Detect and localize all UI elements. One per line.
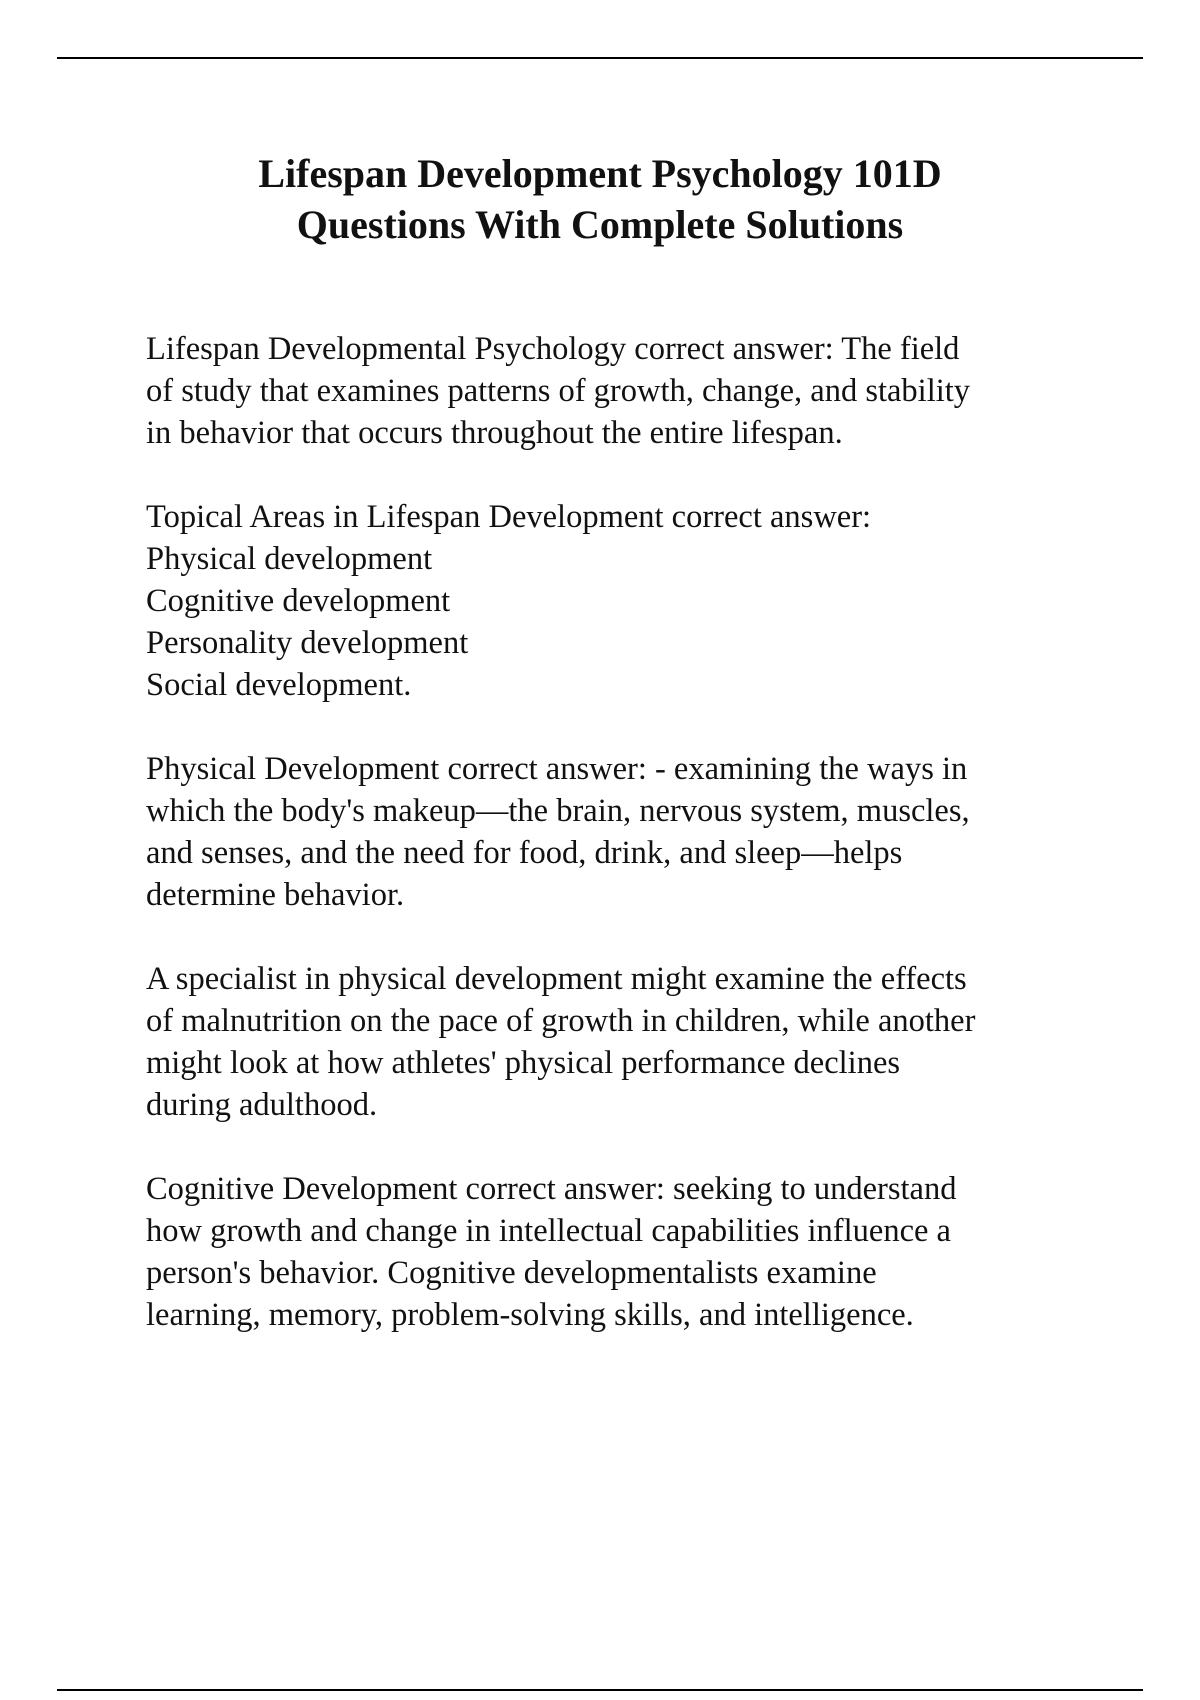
text-line: Cognitive development [146,583,451,619]
text-line: Physical Development correct answer: - examining the ways in [146,751,968,787]
text-line: Lifespan Developmental Psychology correct answer: The field [146,331,960,367]
text-line: Social development. [146,667,412,703]
paragraph-physical-specialist [146,958,1106,1126]
title-line-1: Lifespan Development Psychology 101D [258,151,942,196]
top-rule [57,57,1143,59]
text-line: in behavior that occurs throughout the entire lifespan. [146,415,843,451]
text-line: might look at how athletes' physical performance declines [146,1045,901,1081]
text-line: A specialist in physical development might examine the effects [146,961,967,997]
text-line: which the body's makeup—the brain, nervous system, muscles, [146,793,970,829]
text-line: and senses, and the need for food, drink, and sleep—helps [146,835,903,871]
paragraph-physical-development [146,748,1106,916]
title-line-2: Questions With Complete Solutions [296,202,904,247]
text-line: Topical Areas in Lifespan Development correct answer: [146,499,872,535]
text-line: learning, memory, problem-solving skills, and intelligence. [146,1297,914,1333]
text-line: person's behavior. Cognitive developmentalists examine [146,1255,877,1291]
document-body [146,328,1106,1378]
text-line: of malnutrition on the pace of growth in children, while another [146,1003,976,1039]
text-line: determine behavior. [146,877,405,913]
text-line: Personality development [146,625,469,661]
text-line: how growth and change in intellectual capabilities influence a [146,1213,951,1249]
bottom-rule [57,1689,1143,1691]
text-line: of study that examines patterns of growth, change, and stability [146,373,971,409]
document-title [0,148,1200,250]
text-line: Physical development [146,541,433,577]
paragraph-cognitive-development [146,1168,1106,1336]
text-line: during adulthood. [146,1087,378,1123]
paragraph-lifespan-developmental-psychology [146,328,1106,454]
text-line: Cognitive Development correct answer: seeking to understand [146,1171,957,1207]
paragraph-topical-areas [146,496,1106,706]
